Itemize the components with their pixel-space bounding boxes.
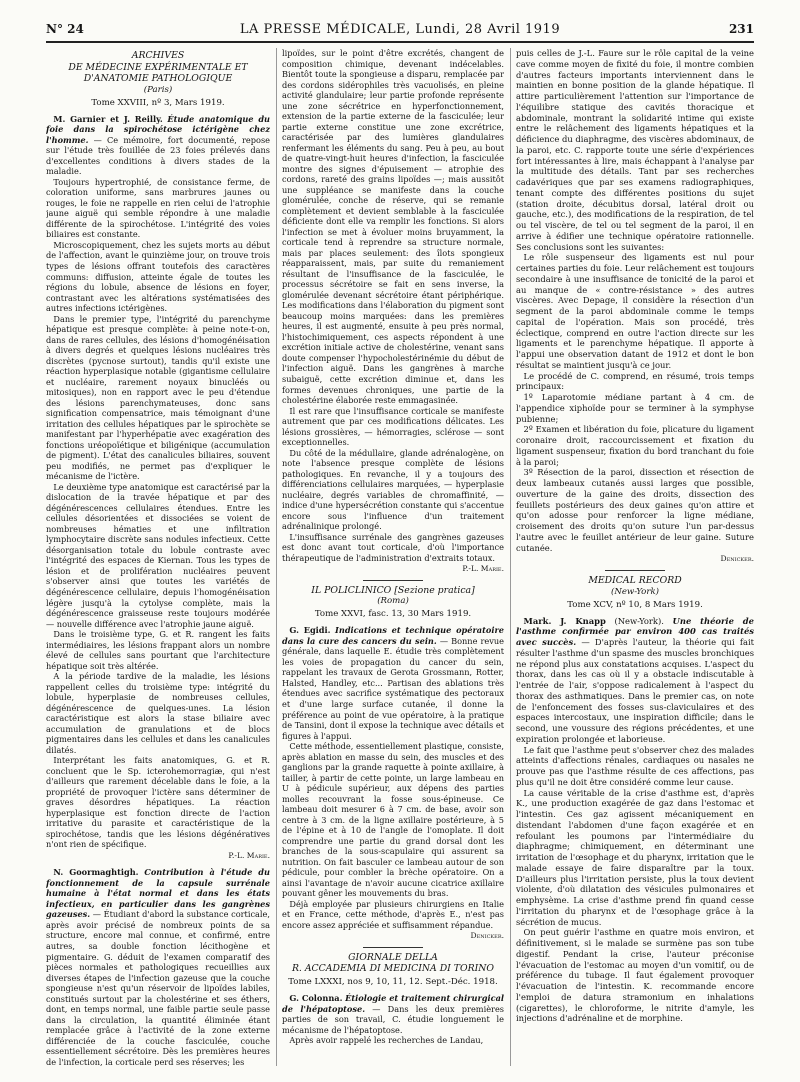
article-title: Une théorie de l'asthme confirmée par environ 400 cas traités avec succès. <box>516 615 754 648</box>
article-egidi: G. Egidi. Indications et technique opératoire dans la cure des cancers du sein. — Bonne revue générale, dans laquelle E. étudie très complètement les voies de propagation du cancer du sein, rappelant les travaux de Gerota Grossmann, Rotter, Halsted, Handley, etc... Partisan des ablations très étendues avec sacrifice systématique des pectoraux et d'une large surface cutanée, il donne la préférence au point de vue opératoire, à la pratique de Tansini, dont il expose la technique avec détails et figures à l'appui. <box>282 625 504 741</box>
article-author: M. Garnier et J. Reilly. <box>53 113 163 124</box>
author-signature: Denicker. <box>720 554 754 564</box>
paragraph: Interprétant les faits anatomiques, G. et R. concluent que le Sp. icterohemorragiæ, qui n'est d'ailleurs que rarement décelable dans le foie, a la propriété de provoquer l'ictère sans déterminer de graves désordres hépatiques. La réaction hyperplasique est fonction directe de l'action irritative du parasite et caractéristique de la spirochétose, tandis que les lésions dégénératives n'ont rien de spécifique. <box>46 755 270 850</box>
list-item: 3º Résection de la paroi, dissection et résection de deux lambeaux cutanés aussi larges que possible, ouverture de la gaine des droits, dissection des feuillets postérieurs des deux gaines qu'on attire et qu'on adosse pour renforcer la ligne médiane, croisement des droits qu'on suture l'un par-dessus l'autre avec le feuillet antérieur de leur gaine. Suture cutanée. <box>516 467 754 553</box>
article-goormaghtigh: N. Goormaghtigh. Contribution à l'étude du fonctionnement de la capsule surrénale humaine à l'état normal et dans les états infectieux, en particulier dans les gangrènes gazeuses. — Étudiant d'abord la substance corticale, après avoir précisé de nombreux points de sa structure, encore mal connue, et confirmé, entre autres, sa double fonction lécithogène et pigmentaire. G. déduit de l'examen comparatif des pièces normales et pathologiques recueillies aux diverses étapes de l'infection gazeuse que la couche spongieuse n'est qu'un réservoir de lipoïdes labiles, constitués surtout par la cholestérine et ses éthers, dont, en temps normal, une faible partie seule passe dans la circulation, la quantité éliminée étant remplacée grâce à l'activité de la zone externe différenciée de la couche fasciculée, couche essentiellement sécrétoire. Dès les premières heures de l'infection, la corticale perd ses réserves; les <box>46 867 270 1066</box>
paragraph: A la période tardive de la maladie, les lésions rappellent celles du troisième type: intégrité du lobule, hyperplasie de nombreuses cellules, dégénérescence de quelques-unes. La lésion caractéristique est alors la stase biliaire avec accumulation de granulations et de blocs pigmentaires dans les cellules et dans les canalicules dilatés. <box>46 671 270 755</box>
paragraph: Toujours hypertrophié, de consistance ferme, de coloration uniforme, sans marbrures jaunes ou rouges, le foie ne rappelle en rien celui de l'atrophie jaune aiguë qui semble répondre à une maladie différente de la spirochétose. L'intégrité des voies biliaires est constante. <box>46 176 270 240</box>
paragraph: Le procédé de C. comprend, en résumé, trois temps principaux: <box>516 370 754 392</box>
header-rule <box>46 41 754 43</box>
journal-place: (New-York) <box>610 586 660 597</box>
journal-issue: Tome XCV, nº 10, 8 Mars 1919. <box>567 599 703 610</box>
journal-issue: Tome XXVIII, nº 3, Mars 1919. <box>91 97 225 108</box>
paragraph: Le deuxième type anatomique est caractérisé par la dislocation de la travée hépatique et par des dégénérescences cellulaires étendues. Entre les cellules désorientées et dissociées se voient de nombreuses hématies et une infiltration lymphocytaire discrète sans nodules infectieux. Cette désorganisation totale du lobule contraste avec l'intégrité des espaces de Kiernan. Tous les types de lésion et de prolifération nucléaires peuvent s'observer ainsi que toutes les variétés de dégénérescence cellulaire, depuis l'homogénéisation légère jusqu'à la cytolyse complète, mais la dégénérescence graisseuse reste toujours modérée — nouvelle différence avec l'atrophie jaune aiguë. <box>46 481 270 629</box>
paragraph: Cette méthode, essentiellement plastique, consiste, après ablation en masse du sein, des muscles et des ganglions par la grande raquette à pointe axillaire, à tailler, à partir de cette pointe, un large lambeau en U à pédicule supérieur, aux dépens des parties molles recouvrant la fosse sous-épineuse. Ce lambeau doit mesurer 6 à 7 cm. de base, avoir son centre à 3 cm. de la ligne axillaire postérieure, à 5 de l'épine et à 10 de l'angle de l'omoplate. Il doit comprendre une partie du grand dorsal dont les branches de la sous-scapulaire qui assurent sa nutrition. On fait basculer ce lambeau autour de son pédicule, pour combler la brèche opératoire. On a ainsi l'avantage de n'avoir aucune cicatrice axillaire pouvant gêner les mouvements du bras. <box>282 741 504 899</box>
list-item: 1º Laparotomie médiane partant à 4 cm. de l'appendice xiphoïde pour se terminer à la symphyse pubienne; <box>516 392 754 424</box>
paragraph: Le rôle suspenseur des ligaments est nul pour certaines parties du foie. Leur relâchement est toujours secondaire à une insuffisance de tonicité de la paroi et au manque de « contre-résistance » des autres viscères. Avec Depage, il considère la résection d'un segment de la paroi abdominale comme le temps capital de l'opération. Mais son procédé, très éclectique, comprend en outre l'action directe sur les ligaments et le parenchyme hépatique. Il apporte à l'appui une observation datant de 1912 et dont le bon résultat se maintient jusqu'à ce jour. <box>516 252 754 370</box>
newspaper-title: LA PRESSE MÉDICALE, Lundi, 28 Avril 1919 <box>239 22 561 37</box>
column-separator <box>276 48 277 1066</box>
paragraph: lipoïdes, sur le point d'être excrétés, changent de composition chimique, devenant indécelables. Bientôt toute la spongieuse a disparu, remplacée par des cordons sidérophiles très vacuolisés, en pleine activité glandulaire; leur partie profonde représente une zone sécrétrice en hyperfonctionnement, extension de la partie externe de la fasciculée; leur partie externe constitue une zone excrétrice, caractérisée par des lumières glandulaires renfermant les éléments du sang. Peu à peu, au bout de quatre-vingt-huit heures d'infection, la fasciculée montre des signes d'épuisement — atrophie des cordons, rareté des grains lipoïdes —; mais aussitôt une suppléance se manifeste dans la couche glomérulée, conche de réserve, qui se remanie complètement et devient semblable à la fasciculée déficiente dont elle va remplir les fonctions. Si alors l'infection se met à évoluer moins bruyamment, la corticale tend à reprendre sa structure normale, mais par places seulement: des îlots spongieux réapparaissent, mais, par suite du remaniement résultant de l'insuffisance de la fasciculée, le processus sécrétoire se fait en sens inverse, la glomérulée devenant sécrétoire étant périphérique. Les modifications dans l'élaboration du pigment sont beaucoup moins marquées: dans les premières heures, il est augmenté, ensuite à peu près normal, l'histochimiquement, ces aspects répondent à une excrétion initiale active de cholestérine, venant sans doute compenser l'hypocholestérinémie du début de l'infection aiguë. Dans les gangrènes à marche subaiguë, cette excrétion diminue et, dans les formes devenues chroniques, une partie de la cholestérine élaborée reste emmagasinée. <box>282 48 504 406</box>
paragraph: Déjà employée par plusieurs chirurgiens en Italie et en France, cette méthode, d'après E., n'est pas encore assez appréciée et suffisamment répandue. <box>282 898 504 930</box>
journal-place: (Paris) <box>143 84 173 95</box>
section-rule <box>363 580 423 581</box>
author-signature: Denicker. <box>470 931 504 941</box>
paragraph: Après avoir rappelé les recherches de Landau, <box>289 1035 484 1046</box>
paragraph: Du côté de la médullaire, glande adrénalogène, on note l'absence presque complète de lésions pathologiques. En revanche, il y a toujours des différenciations cellulaires marquées, — hyperplasie nucléaire, degrés variables de chromaffinité, — indice d'une hypersécrétion constante qui s'accentue encore sous l'influence d'un traitement adrénalinique prolongé. <box>282 447 504 532</box>
journal-place: (Roma) <box>377 596 409 607</box>
article-author: Mark. J. Knapp <box>523 615 606 626</box>
page-number: 231 <box>728 22 754 36</box>
column-1 <box>46 48 270 1066</box>
article-author: G. Colonna. <box>289 993 343 1004</box>
paragraph: Il est rare que l'insuffisance corticale se manifeste autrement que par ces modifications délicates. Les lésions grossières, — hémorragies, sclérose — sont exceptionnelles. <box>282 405 504 448</box>
article-knapp: Mark. J. Knapp (New-York). Une théorie de l'asthme confirmée par environ 400 cas traités avec succès. — D'après l'auteur, la théorie qui fait résulter l'asthme d'un spasme des muscles bronchiques ne répond plus aux constatations acquises. L'aspect du thorax, dans les cas où il y a obstacle indiscutable à l'entrée de l'air, s'oppose radicalement à l'aspect du thorax des asthmatiques. Dans le premier cas, on note de l'enfoncement des fosses sus-claviculaires et des espaces intercostaux, une inspiration difficile; dans le second, une voussure des régions précédentes, et une expiration prolongée et laborieuse. <box>516 615 754 744</box>
journal-heading: ARCHIVES DE MÉDECINE EXPÉRIMENTALE ET D'ANATOMIE PATHOLOGIQUE <box>68 50 248 85</box>
author-signature: P.-L. Marie. <box>228 850 270 860</box>
article-title: Étiologie et traitement chirurgical de l'hépatoptose. <box>282 993 504 1014</box>
journal-heading: IL POLICLINICO [Sezione pratica] <box>311 584 475 596</box>
journal-issue: Tome LXXXI, nos 9, 10, 11, 12. Sept.-Déc. 1918. <box>288 977 498 988</box>
paragraph: Le fait que l'asthme peut s'observer chez des malades atteints d'affections rénales, cardiaques ou nasales ne prouve pas que l'asthme résulte de ces affections, pas plus qu'il ne doit être considéré comme leur cause. <box>516 744 754 787</box>
column-3 <box>516 48 754 1066</box>
paragraph: Microscopiquement, chez les sujets morts au début de l'affection, avant le quinzième jour, on trouve trois types de lésions offrant toutefois des caractères communs: diffusion, atteinte égale de toutes les régions du lobule, absence de lésions en foyer, contrastant avec les altérations systématisées des autres infections ictérigènes. <box>46 239 270 314</box>
paragraph: La cause véritable de la crise d'asthme est, d'après K., une production exagérée de gaz dans l'estomac et l'intestin. Ces gaz agissent mécaniquement en distendant l'abdomen d'une façon exagérée et en refoulant les poumons par l'intermédiaire du diaphragme; chimiquement, en déterminant une irritation de l'œsophage et du pharynx, irritation que le malade essaye de faire disparaître par la toux. D'ailleurs plus l'irritation persiste, plus la toux devient violente, d'où dilatation des vésicules pulmonaires et emphysème. La crise d'asthme prend fin quand cesse l'irritation du pharynx et de l'œsophage grâce à la sécrétion de mucus. <box>516 787 754 927</box>
article-title: Contribution à l'étude du fonctionnement de la capsule surrénale humaine à l'état normal et dans les états infectieux, en particulier dans les gangrènes gazeuses. <box>46 867 270 920</box>
paragraph: L'insuffisance surrénale des gangrènes gazeuses est donc avant tout corticale, d'où l'importance thérapeutique de l'administration d'extraits totaux. <box>282 531 504 563</box>
column-2 <box>282 48 504 1066</box>
paragraph: Dans le premier type, l'intégrité du parenchyme hépatique est presque complète: à peine note-t-on, dans de rares cellules, des lésions d'homogénéisation à divers degrés et quelques lésions nucléaires très discrètes (pycnose surtout), tandis qu'il existe une réaction hyperplasique notable (gigantisme cellulaire et nucléaire, rarement noyaux binucléés ou mitosiques), non en rapport avec le peu d'étendue des lésions parenchymateuses, donc sans signification compensatrice, mais témoignant d'une irritation des cellules hépatiques par le spirochète se manifestant par l'hyperhépatie avec exagération des fonctions uréopoïétique et biligénique (accumulation de pigment). L'état des canalicules biliaires, souvent peu modifiés, ne permet pas d'expliquer le mécanisme de l'ictère. <box>46 313 270 482</box>
journal-heading: MEDICAL RECORD <box>588 575 682 586</box>
paragraph: On peut guérir l'asthme en quatre mois environ, et définitivement, si le malade se surmène pas son tube digestif. Pendant la crise, l'auteur préconise l'évacuation de l'estomac au moyen d'un vomitif, ou de préférence du tubage. Il faut également provoquer l'évacuation de l'intestin. K. recommande encore l'emploi de datura stramonium en inhalations (cigarettes), le chloroforme, le nitrite d'amyle, les injections d'adrénaline et de morphine. <box>516 927 754 1024</box>
article-colonna: G. Colonna. Étiologie et traitement chirurgical de l'hépatoptose. — Dans les deux premières parties de son travail, C. étudie longuement le mécanisme de l'hépatoptose. <box>282 993 504 1035</box>
section-rule <box>605 570 665 571</box>
journal-heading: GIORNALE DELLA R. ACCADEMIA DI MEDICINA DI TORINO <box>291 951 495 975</box>
article-author: G. Egidi. <box>289 625 331 636</box>
procedure-steps <box>516 392 754 553</box>
author-signature: P.-L. Marie. <box>462 564 504 574</box>
list-item: 2º Examen et libération du foie, plicature du ligament coronaire droit, raccourcissement et fixation du ligament suspenseur, fixation du bord tranchant du foie à la paroi; <box>516 424 754 467</box>
author-place: (New-York). <box>614 615 664 626</box>
issue-number: N° 24 <box>46 22 84 36</box>
paragraph: puis celles de J.-L. Faure sur le rôle capital de la veine cave comme moyen de fixité du foie, il montre combien d'autres facteurs importants interviennent dans le maintien en bonne position de la glande hépatique. Il attire particulièrement l'attention sur l'importance de l'équilibre statique des cavités thoracique et abdominale, montrant la solidarité intime qui existe entre le relâchement des ligaments hépatiques et la déficience du diaphragme, des viscères abdominaux, de la paroi, etc. C. rapporte toute une série d'expériences fort intéressantes à lire, mais échappant à l'analyse par la multitude des détails. Tant par ses recherches cadavériques que par ses examens radiographiques, tenant compte des différentes positions du sujet (station droite, décubitus dorsal, latéral droit ou gauche, etc.), des modifications de la respiration, de tel ou tel viscère, de tel ou tel segment de la paroi, il en arrive à édifier une technique opératoire rationnelle. Ses conclusions sont les suivantes: <box>516 48 754 252</box>
section-rule <box>363 947 423 948</box>
running-header <box>46 22 754 40</box>
article-garnier-reilly: M. Garnier et J. Reilly. Étude anatomique du foie dans la spirochétose ictérigène chez l'homme. — Ce mémoire, fort documenté, repose sur l'étude très fouillée de 23 foies prélevés dans d'excellentes conditions à divers stades de la maladie. <box>46 113 270 177</box>
column-separator <box>510 48 511 1066</box>
article-title: Étude anatomique du foie dans la spirochétose ictérigène chez l'homme. <box>46 113 270 145</box>
article-author: N. Goormaghtigh. <box>53 867 139 878</box>
journal-issue: Tome XXVI, fasc. 13, 30 Mars 1919. <box>314 609 472 620</box>
article-title: Indications et technique opératoire dans la cure des cancers du sein. <box>282 625 504 646</box>
paragraph: Dans le troisième type, G. et R. rangent les faits intermédiaires, les lésions frappant alors un nombre élevé de cellules sans pourtant que l'architecture hépatique soit très altérée. <box>46 629 270 671</box>
